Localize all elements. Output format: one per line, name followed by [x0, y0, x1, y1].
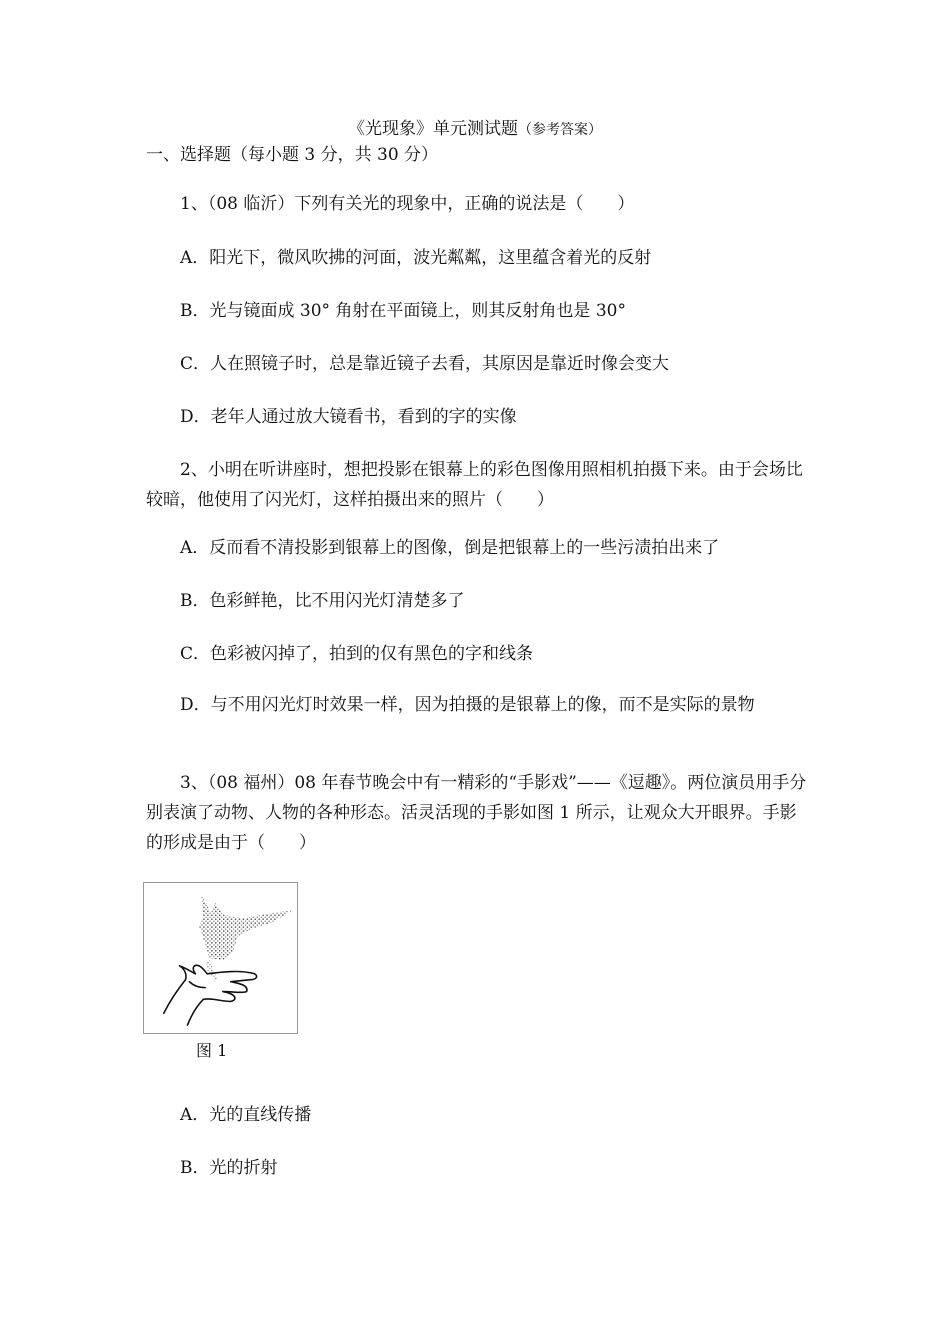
question-2-option-b: B．色彩鲜艳，比不用闪光灯清楚多了 — [180, 591, 465, 611]
question-1-option-b: B．光与镜面成 30° 角射在平面镜上，则其反射角也是 30° — [180, 301, 626, 321]
question-3-stem: 3、（08 福州）08 年春节晚会中有一精彩的“手影戏”——《逗趣》。两位演员用手分别表演了动物、人物的各种形态。活灵活现的手影如图 1 所示，让观众大开眼界。手影的形成是由于（ ） — [146, 773, 807, 853]
hand-shadow-illustration — [144, 883, 297, 1033]
question-1-option-a: A．阳光下，微风吹拂的河面，波光粼粼，这里蕴含着光的反射 — [180, 248, 652, 268]
page-title — [0, 118, 950, 141]
section-heading: 一、选择题（每小题 3 分，共 30 分） — [146, 145, 439, 165]
figure-caption: 图 1 — [196, 1041, 228, 1060]
question-1-option-c: C．人在照镜子时，总是靠近镜子去看，其原因是靠近时像会变大 — [180, 354, 670, 374]
question-2-option-d: D．与不用闪光灯时效果一样，因为拍摄的是银幕上的像，而不是实际的景物 — [180, 695, 755, 715]
hand-shadow-figure — [143, 882, 298, 1034]
question-2-option-a: A．反而看不清投影到银幕上的图像，倒是把银幕上的一些污渍拍出来了 — [180, 538, 720, 558]
question-3-option-a: A．光的直线传播 — [180, 1105, 312, 1125]
question-3-option-b: B．光的折射 — [180, 1158, 278, 1178]
title-sub: （参考答案） — [518, 122, 602, 138]
question-2-stem: 2、小明在听讲座时，想把投影在银幕上的彩色图像用照相机拍摄下来。由于会场比较暗，他使用了闪光灯，这样拍摄出来的照片（ ） — [146, 460, 803, 510]
question-2-option-c: C．色彩被闪掉了，拍到的仅有黑色的字和线条 — [180, 644, 534, 664]
question-1-option-d: D．老年人通过放大镜看书，看到的字的实像 — [180, 407, 517, 427]
title-main: 《光现象》单元测试题 — [348, 119, 518, 139]
question-1-stem: 1、（08 临沂）下列有关光的现象中，正确的说法是（ ） — [180, 194, 635, 214]
